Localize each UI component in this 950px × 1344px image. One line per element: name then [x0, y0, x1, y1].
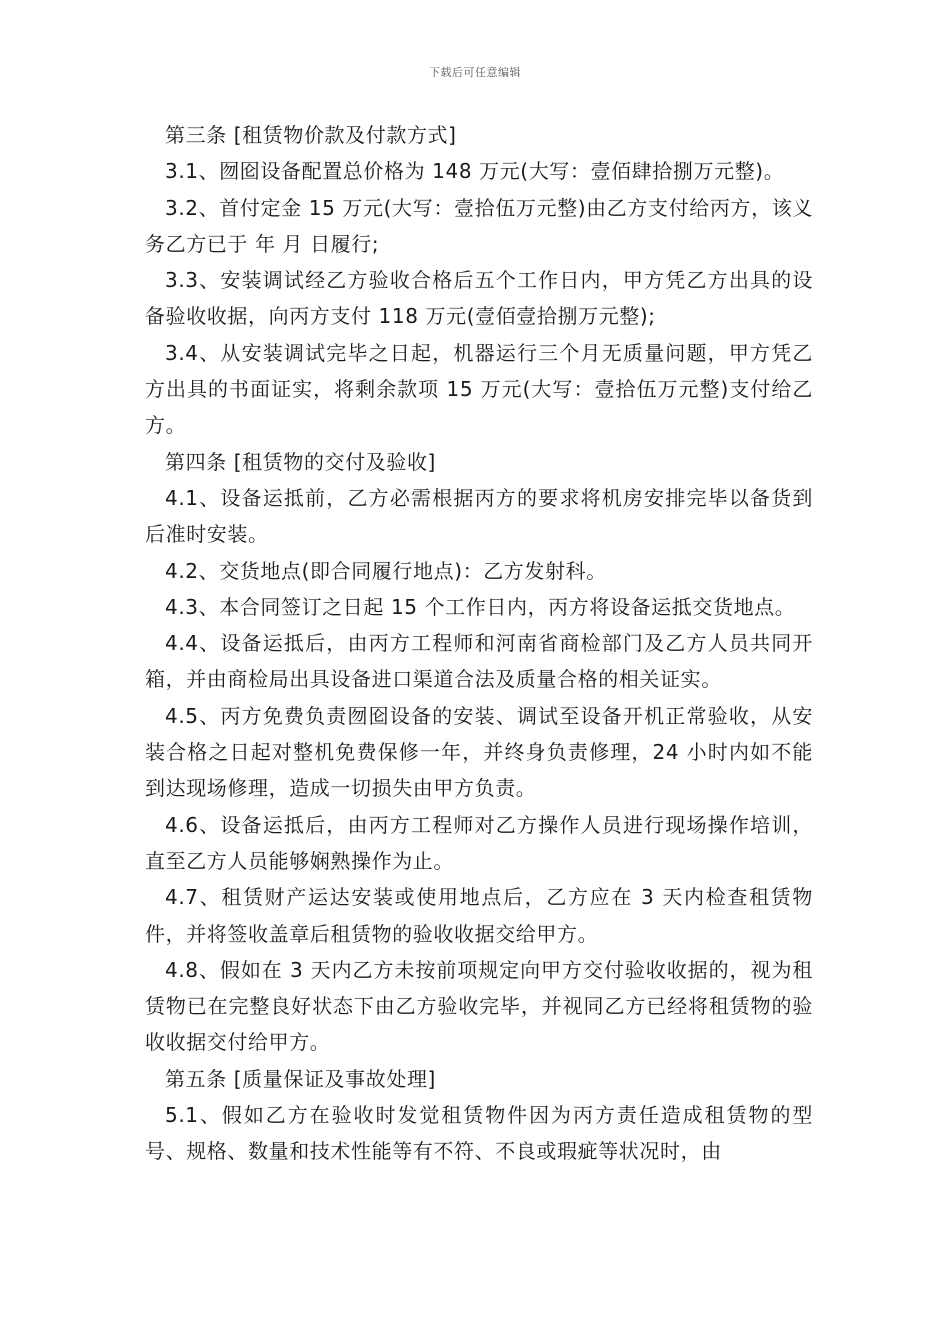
page-header: 下载后可任意编辑 — [429, 66, 521, 79]
clause-4-8: 4.8、假如在 3 天内乙方未按前项规定向甲方交付验收收据的，视为租赁物已在完整良好状态下由乙方验收完毕，并视同乙方已经将租赁物的验收收据交付给甲方。 — [145, 957, 813, 1055]
clause-3-2: 3.2、首付定金 15 万元(大写：壹拾伍万元整)由乙方支付给丙方，该义务乙方已于 年 月 日履行; — [145, 195, 813, 256]
section-heading-article-4: 第四条 [租赁物的交付及验收] — [165, 449, 436, 474]
clause-3-1: 3.1、囫囵设备配置总价格为 148 万元(大写：壹佰肆拾捌万元整)。 — [165, 159, 785, 184]
section-heading-article-5: 第五条 [质量保证及事故处理] — [165, 1066, 436, 1091]
clause-4-1: 4.1、设备运抵前，乙方必需根据丙方的要求将机房安排完毕以备货到后准时安装。 — [145, 485, 813, 547]
section-heading-article-3: 第三条 [租赁物价款及付款方式] — [165, 123, 457, 147]
clause-4-6: 4.6、设备运抵后，由丙方工程师对乙方操作人员进行现场操作培训，直至乙方人员能够娴熟操作为止。 — [145, 812, 813, 873]
clause-3-3: 3.3、安装调试经乙方验收合格后五个工作日内，甲方凭乙方出具的设备验收收据，向丙方支付 118 万元(壹佰壹拾捌万元整); — [145, 268, 813, 329]
clause-4-7: 4.7、租赁财产运达安装或使用地点后，乙方应在 3 天内检查租赁物件，并将签收盖章后租赁物的验收收据交给甲方。 — [145, 885, 813, 946]
clause-3-4: 3.4、从安装调试完毕之日起，机器运行三个月无质量问题，甲方凭乙方出具的书面证实，将剩余款项 15 万元(大写：壹拾伍万元整)支付给乙方。 — [145, 340, 813, 438]
document-body — [145, 117, 813, 1170]
clause-4-5: 4.5、丙方免费负责囫囵设备的安装、调试至设备开机正常验收，从安装合格之日起对整机免费保修一年，并终身负责修理，24 小时内如不能到达现场修理，造成一切损失由甲方负责。 — [145, 703, 813, 801]
clause-4-2: 4.2、交货地点(即合同履行地点)：乙方发射科。 — [165, 558, 607, 583]
clause-4-4: 4.4、设备运抵后，由丙方工程师和河南省商检部门及乙方人员共同开箱，并由商检局出具设备进口渠道合法及质量合格的相关证实。 — [145, 631, 813, 692]
clause-4-3: 4.3、本合同签订之日起 15 个工作日内，丙方将设备运抵交货地点。 — [165, 594, 796, 619]
clause-5-1: 5.1、假如乙方在验收时发觉租赁物件因为丙方责任造成租赁物的型号、规格、数量和技术性能等有不符、不良或瑕疵等状况时，由 — [145, 1103, 813, 1164]
